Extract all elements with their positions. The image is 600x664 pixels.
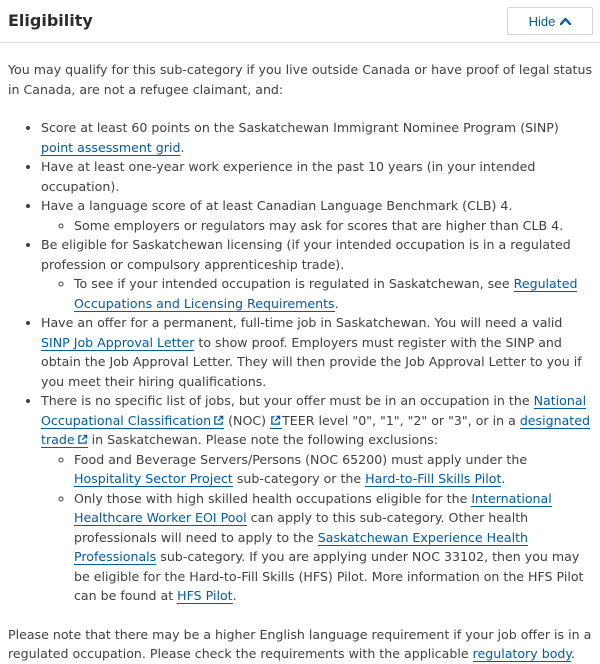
item-text: There is no specific list of jobs, but your offer must be in an occupation in the <box>41 393 534 408</box>
sinp-job-approval-letter-link[interactable]: SINP Job Approval Letter <box>41 334 195 350</box>
list-item <box>41 235 594 313</box>
item-text: sub-category. If you are applying under NOC 33102, then you may be eligible for the Hard-to-Fill Skills (HFS) Pilot. More information on the HFS Pilot can be found at <box>74 549 584 603</box>
section-body <box>8 60 594 664</box>
item-text: . <box>232 588 237 603</box>
sub-list-item <box>74 274 594 313</box>
requirements-list-3 <box>8 313 594 606</box>
item-text: TEER level "0", "1", "2" or "3", or in a <box>282 412 520 428</box>
hfs-pilot-link[interactable]: HFS Pilot <box>177 588 233 603</box>
requirements-list-2 <box>8 235 594 313</box>
item-text: . <box>180 139 185 155</box>
item-text: Score at least 60 points on the Saskatchewan Immigrant Nominee Program (SINP) <box>41 120 559 135</box>
outro-text: Please note that there may be a higher English language requirement if your job offer is in a regulated occupation. Please check the requirements with the applicable <box>8 626 592 661</box>
list-item <box>41 313 594 391</box>
external-link-icon <box>77 434 88 445</box>
requirements-list-1 <box>8 118 594 235</box>
external-link-icon <box>213 415 224 426</box>
sub-list-item: ◦ Some employers or regulators may ask for scores that are higher than CLB 4. <box>74 216 594 236</box>
item-text: Only those with high skilled health occupations eligible for the <box>74 490 472 506</box>
item-text: can apply to this sub-category. Other health professionals will need to apply to the <box>74 510 529 545</box>
hide-button-label: Hide <box>528 13 556 29</box>
item-text: Food and Beverage Servers/Persons (NOC 65200) must apply under the <box>74 451 528 467</box>
saskatchewan-experience-health-link[interactable]: Saskatchewan Experience Health Professionals <box>74 529 529 564</box>
sub-list <box>41 274 594 313</box>
list-item <box>41 157 594 196</box>
hard-to-fill-skills-pilot-link[interactable]: Hard-to-Fill Skills Pilot <box>365 471 502 486</box>
sub-list-item <box>74 489 594 606</box>
sub-list <box>41 216 594 236</box>
noc-link-label: National Occupational Classification <box>41 393 587 428</box>
section-title: Eligibility <box>8 11 93 30</box>
item-text: in Saskatchewan. Please note the following exclusions: <box>87 432 438 447</box>
item-text: Be eligible for Saskatchewan licensing (if your intended occupation is in a regulated profession or compulsory apprenticeship trade). <box>41 237 571 272</box>
item-text: . <box>501 471 506 486</box>
list-item <box>41 196 594 235</box>
teer-link[interactable] <box>270 413 282 429</box>
hide-button[interactable] <box>507 7 593 35</box>
point-assessment-grid-link[interactable]: point assessment grid <box>41 139 181 155</box>
item-text: Have at least one-year work experience in the past 10 years (in your intended occupation). <box>41 159 536 194</box>
regulatory-body-link[interactable]: regulatory body <box>472 646 572 661</box>
section-header <box>0 0 600 43</box>
regulated-occupations-link[interactable]: Regulated Occupations and Licensing Requirements <box>74 276 578 311</box>
item-text: To see if your intended occupation is regulated in Saskatchewan, see <box>74 276 514 291</box>
item-text: to show proof. Employers must register with the SINP and obtain the Job Approval Letter. They will then provide the Job Approval Letter to you if you meet their hiring qualifications. <box>41 334 582 389</box>
international-healthcare-worker-link[interactable]: International Healthcare Worker EOI Pool <box>74 490 552 525</box>
item-text: . <box>334 295 339 311</box>
item-text: Have a language score of at least Canadian Language Benchmark (CLB) 4. <box>41 198 513 213</box>
item-text: Have an offer for a permanent, full-time job in Saskatchewan. You will need a valid <box>41 315 563 330</box>
sub-list-item <box>74 450 594 489</box>
outro-paragraph <box>8 625 594 664</box>
item-text: (NOC) <box>224 412 271 428</box>
list-item <box>41 118 594 157</box>
intro-paragraph: You may qualify for this sub-category if you live outside Canada or have proof of legal status in Canada, are not a refugee claimant, and: <box>8 62 593 97</box>
outro-text: . <box>571 646 576 661</box>
item-text: sub-category or the <box>232 471 366 486</box>
sub-list <box>41 450 594 606</box>
hospitality-sector-project-link[interactable]: Hospitality Sector Project <box>74 471 233 486</box>
designated-trade-label: designated trade <box>41 412 590 447</box>
chevron-up-icon <box>560 17 571 25</box>
external-link-icon <box>270 415 281 426</box>
list-item <box>41 391 594 606</box>
